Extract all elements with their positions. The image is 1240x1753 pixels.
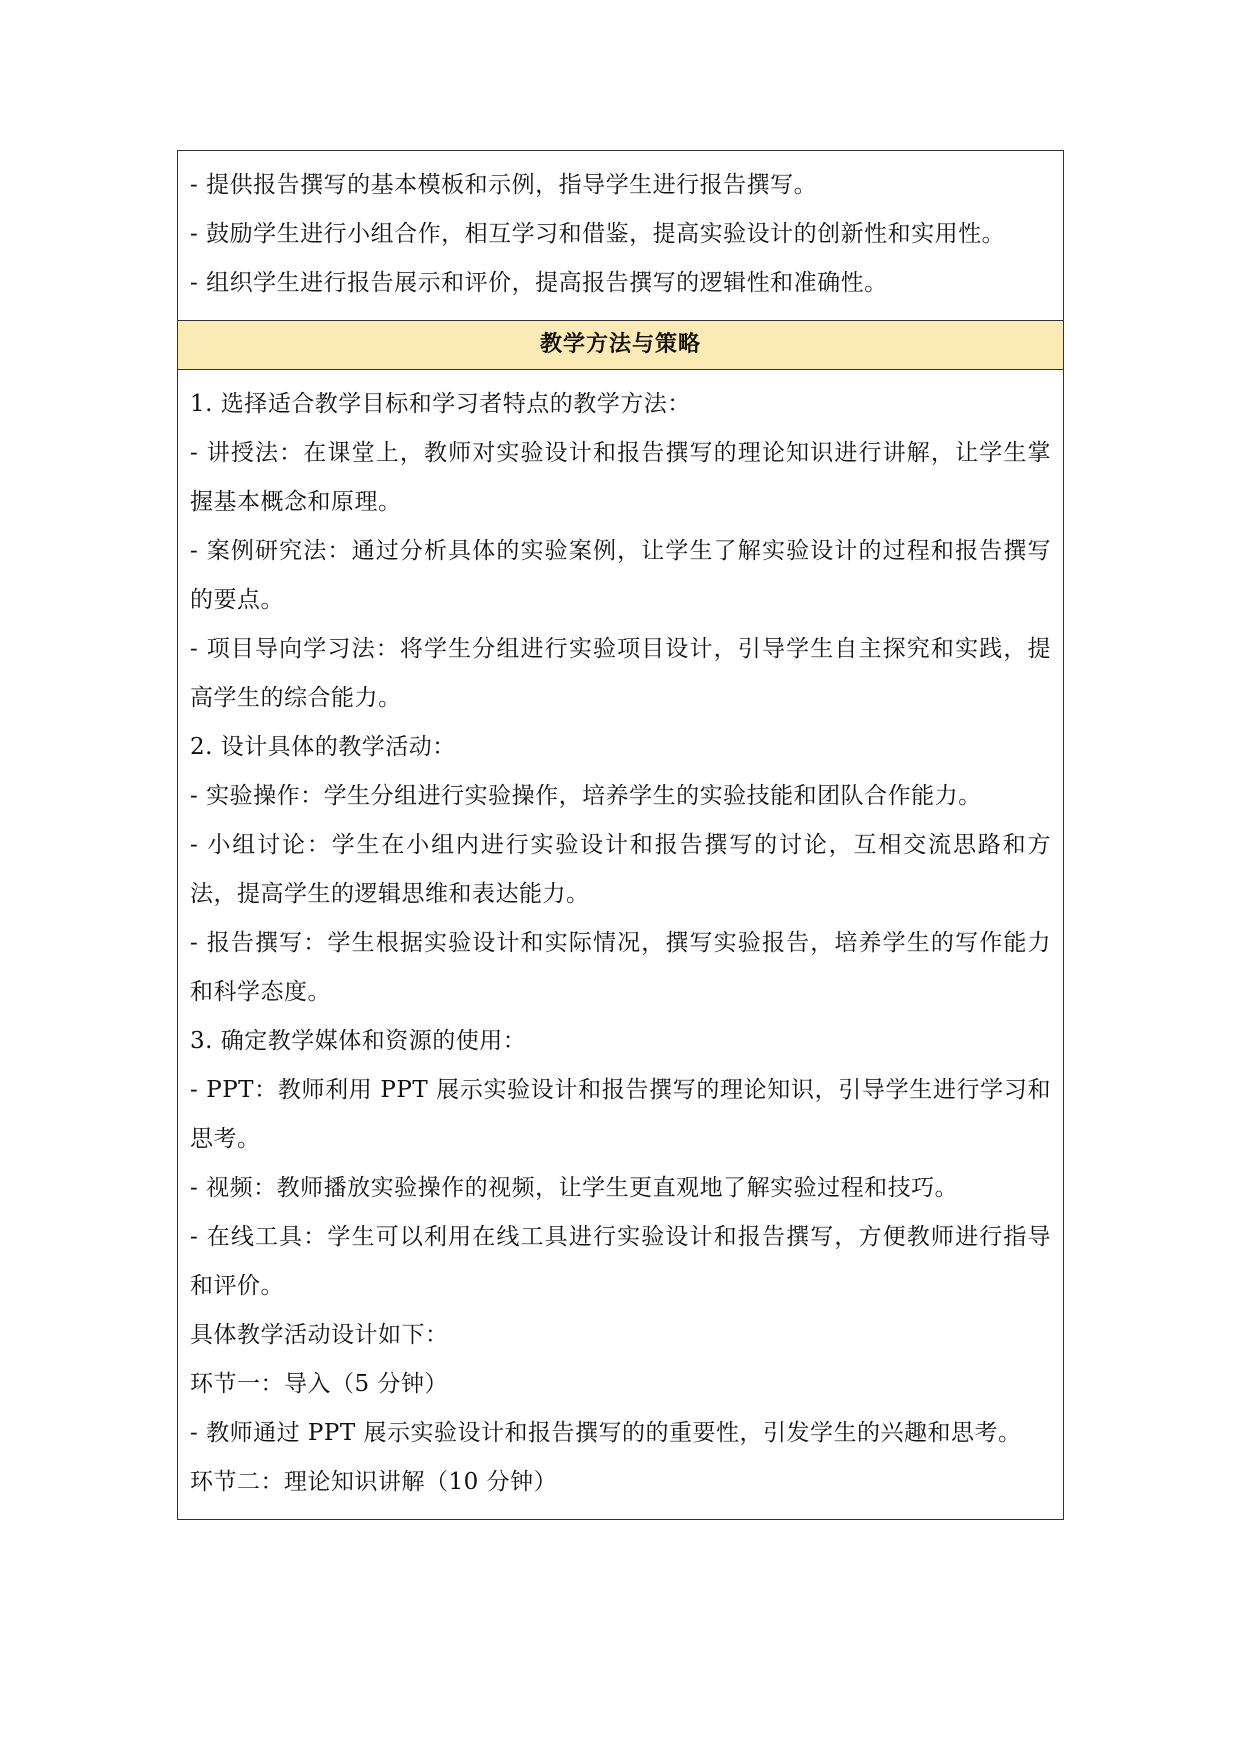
paragraph: - 小组讨论：学生在小组内进行实验设计和报告撰写的讨论，互相交流思路和方法，提高学生的逻辑思维和表达能力。	[190, 832, 1051, 907]
paragraph: - 项目导向学习法：将学生分组进行实验项目设计，引导学生自主探究和实践，提高学生的综合能力。	[190, 636, 1051, 711]
paragraph: 环节二：理论知识讲解（10 分钟）	[190, 1469, 558, 1495]
top-cell	[178, 151, 1063, 320]
paragraph: - PPT：教师利用 PPT 展示实验设计和报告撰写的理论知识，引导学生进行学习和思考。	[190, 1077, 1051, 1152]
section-header-teaching-methods: 教学方法与策略	[178, 320, 1063, 369]
paragraph: 2. 设计具体的教学活动：	[190, 734, 456, 760]
paragraph: 1. 选择适合教学目标和学习者特点的教学方法：	[190, 391, 691, 417]
paragraph: - 教师通过 PPT 展示实验设计和报告撰写的的重要性，引发学生的兴趣和思考。	[190, 1420, 1022, 1446]
lesson-plan-table	[177, 150, 1064, 1520]
paragraph: - 报告撰写：学生根据实验设计和实际情况，撰写实验报告，培养学生的写作能力和科学态度。	[190, 930, 1051, 1005]
paragraph: - 案例研究法：通过分析具体的实验案例，让学生了解实验设计的过程和报告撰写的要点。	[190, 538, 1051, 613]
paragraph: - 组织学生进行报告展示和评价，提高报告撰写的逻辑性和准确性。	[190, 270, 888, 296]
paragraph: - 在线工具：学生可以利用在线工具进行实验设计和报告撰写，方便教师进行指导和评价。	[190, 1224, 1051, 1299]
paragraph: - 提供报告撰写的基本模板和示例，指导学生进行报告撰写。	[190, 172, 818, 198]
paragraph: - 实验操作：学生分组进行实验操作，培养学生的实验技能和团队合作能力。	[190, 783, 982, 809]
paragraph: 具体教学活动设计如下：	[190, 1322, 449, 1348]
paragraph: 3. 确定教学媒体和资源的使用：	[190, 1028, 527, 1054]
body-cell	[178, 369, 1063, 1519]
paragraph: - 视频：教师播放实验操作的视频，让学生更直观地了解实验过程和技巧。	[190, 1175, 959, 1201]
paragraph: - 讲授法：在课堂上，教师对实验设计和报告撰写的理论知识进行讲解，让学生掌握基本概念和原理。	[190, 440, 1051, 515]
paragraph: 环节一：导入（5 分钟）	[190, 1371, 448, 1397]
paragraph: - 鼓励学生进行小组合作，相互学习和借鉴，提高实验设计的创新性和实用性。	[190, 221, 1006, 247]
